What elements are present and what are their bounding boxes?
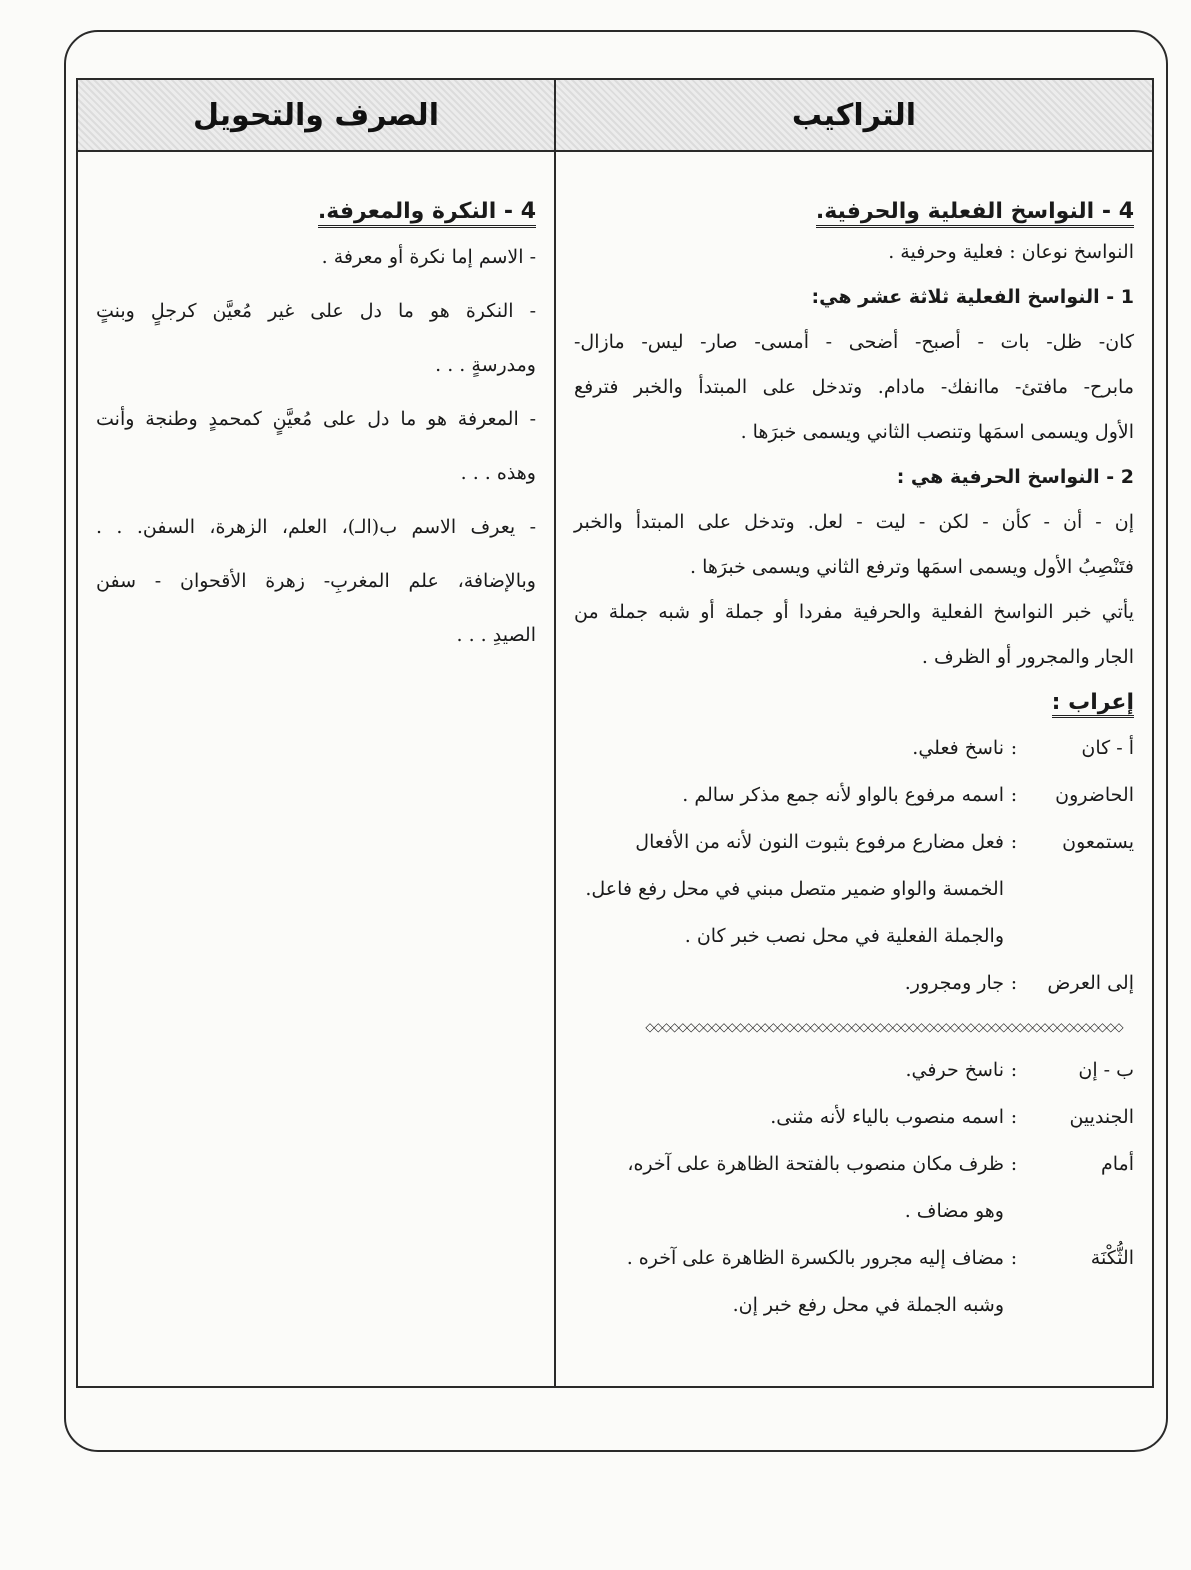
paragraph-line: مابرح- مافتئ- ماانفك- مادام. وتدخل على المبتدأ والخبر فترفع — [574, 376, 1134, 398]
syntax-content — [556, 152, 1152, 1329]
paragraph-line: يأتي خبر النواسخ الفعلية والحرفية مفردا أو جملة أو شبه جملة من — [574, 601, 1134, 623]
subheading: 1 - النواسخ الفعلية ثلاثة عشر هي: — [811, 286, 1134, 308]
irab-row — [574, 1141, 1134, 1188]
irab-colon: : — [1010, 737, 1018, 759]
irab-desc: ظرف مكان منصوب بالفتحة الظاهرة على آخره، — [627, 1153, 1004, 1175]
diamond-divider: ◇◇◇◇◇◇◇◇◇◇◇◇◇◇◇◇◇◇◇◇◇◇◇◇◇◇◇◇◇◇◇◇◇◇◇◇◇◇◇◇◇◇◇◇◇◇◇◇◇◇◇◇◇◇◇◇◇◇ — [645, 1020, 1123, 1034]
irab-term: ب - إن — [1078, 1059, 1134, 1081]
irab-desc: فعل مضارع مرفوع بثبوت النون لأنه من الأفعال — [635, 831, 1004, 853]
irab-desc: ناسخ حرفي. — [905, 1059, 1004, 1081]
irab-desc: اسمه مرفوع بالواو لأنه جمع مذكر سالم . — [682, 784, 1004, 806]
irab-heading: إعراب : — [574, 680, 1134, 725]
paragraph-line: ومدرسةٍ . . . — [435, 354, 536, 376]
irab-colon: : — [1010, 1153, 1018, 1175]
irab-row — [574, 960, 1134, 1007]
paragraph-line: - يعرف الاسم ب(الـ)، العلم، الزهرة، السفن. . . — [96, 516, 536, 538]
irab-colon: : — [1010, 1106, 1018, 1128]
column-syntax — [554, 80, 1152, 1386]
irab-row — [574, 725, 1134, 772]
irab-term: إلى العرض — [1047, 972, 1134, 994]
paragraph-line: كان- ظل- بات - أصبح- أضحى - أمسى- صار- ليس- مازال- — [574, 331, 1134, 353]
irab-row — [574, 772, 1134, 819]
column-morphology — [78, 80, 554, 1386]
irab-colon: : — [1010, 972, 1018, 994]
irab-term: يستمعون — [1062, 831, 1134, 853]
irab-row — [574, 1047, 1134, 1094]
irab-row — [574, 1094, 1134, 1141]
irab-continuation: وهو مضاف . — [904, 1200, 1004, 1222]
irab-row — [574, 819, 1134, 866]
paragraph-line: فتَنْصِبُ الأول ويسمى اسمَها وترفع الثاني ويسمى خبرَها . — [690, 556, 1134, 578]
irab-continuation: والجملة الفعلية في محل نصب خبر كان . — [684, 925, 1004, 947]
subheading: 2 - النواسخ الحرفية هي : — [896, 466, 1134, 488]
irab-continuation: وشبه الجملة في محل رفع خبر إن. — [732, 1294, 1004, 1316]
paragraph-line: الصيدِ . . . — [456, 624, 536, 646]
paragraph-line: النواسخ نوعان : فعلية وحرفية . — [888, 241, 1134, 263]
content-table — [76, 78, 1154, 1388]
paragraph-line: وبالإضافة، علم المغربِ- زهرة الأقحوان - سفن — [96, 570, 536, 592]
irab-desc: ناسخ فعلي. — [912, 737, 1004, 759]
irab-term: الثُّكْنَة — [1090, 1247, 1134, 1269]
column-header-morphology — [78, 80, 554, 152]
paragraph-line: إن - أن - كأن - لكن - ليت - لعل. وتدخل على المبتدأ والخبر — [574, 511, 1134, 533]
irab-colon: : — [1010, 1059, 1018, 1081]
irab-desc: اسمه منصوب بالياء لأنه مثنى. — [770, 1106, 1004, 1128]
irab-colon: : — [1010, 784, 1018, 806]
paragraph-line: - المعرفة هو ما دل على مُعيَّنٍ كمحمدٍ وطنجة وأنت — [96, 408, 536, 430]
column-title: الصرف والتحويل — [193, 97, 439, 133]
section-title: 4 - النكرة والمعرفة. — [96, 194, 536, 230]
irab-term: أمام — [1100, 1153, 1134, 1175]
irab-term: الحاضرون — [1055, 784, 1134, 806]
paragraph-line: الأول ويسمى اسمَها وتنصب الثاني ويسمى خبرَها . — [740, 421, 1134, 443]
irab-row — [574, 1235, 1134, 1282]
column-title: التراكيب — [791, 97, 917, 133]
section-title: 4 - النواسخ الفعلية والحرفية. — [574, 194, 1134, 230]
irab-colon: : — [1010, 1247, 1018, 1269]
paragraph-line: - الاسم إما نكرة أو معرفة . — [321, 246, 536, 268]
column-header-syntax — [556, 80, 1152, 152]
irab-term: أ - كان — [1081, 737, 1134, 759]
irab-colon: : — [1010, 831, 1018, 853]
paragraph-line: وهذه . . . — [460, 462, 536, 484]
irab-desc: مضاف إليه مجرور بالكسرة الظاهرة على آخره . — [626, 1247, 1004, 1269]
irab-continuation: الخمسة والواو ضمير متصل مبني في محل رفع فاعل. — [585, 878, 1004, 900]
morphology-content — [78, 152, 554, 662]
irab-term: الجنديين — [1069, 1106, 1134, 1128]
irab-desc: جار ومجرور. — [904, 972, 1004, 994]
paragraph-line: - النكرة هو ما دل على غير مُعيَّن كرجلٍ وبنتٍ — [96, 300, 536, 322]
paragraph-line: الجار والمجرور أو الظرف . — [921, 646, 1134, 668]
